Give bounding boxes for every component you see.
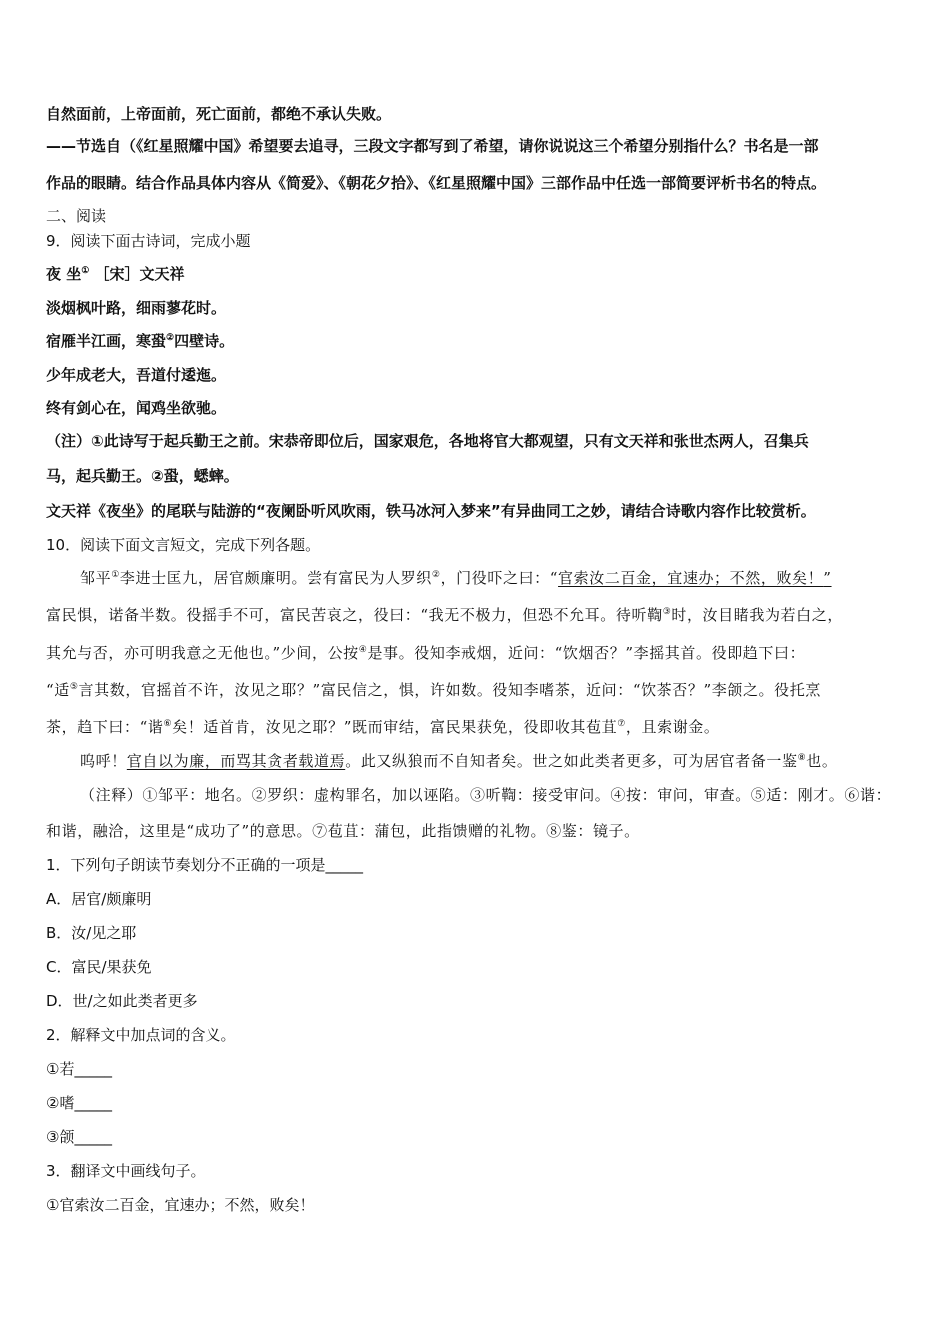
passage-text: 言其数，官摇首不许，汝见之耶？”富民信之，惧，许如数。役知李嗜茶，近问：“饮茶否？”李颌之。役托烹 (78, 681, 821, 699)
underlined-sentence-1: 官索汝二百金，宜速办；不然，败矣！ (558, 569, 824, 587)
q10-prompt: 10．阅读下面文言短文，完成下列各题。 (46, 536, 321, 554)
poem-title (46, 264, 185, 284)
q9-prompt: 9．阅读下面古诗词，完成小题 (46, 232, 251, 250)
passage-text: “适 (46, 681, 70, 699)
option-c: C．富民/果获免 (46, 958, 152, 976)
q9-task: 文天祥《夜坐》的尾联与陆游的“夜阑卧听风吹雨，铁马冰河入梦来”有异曲同工之妙，请结合诗歌内容作比较赏析。 (46, 502, 816, 520)
poem-line-4: 终有剑心在，闻鸡坐欲驰。 (46, 399, 227, 417)
sub2-item-2: ②嗜_____ (46, 1094, 112, 1112)
footnote-mark: ⑥ (163, 719, 173, 729)
passage-text: 茶，趋下曰：“谐 (46, 718, 164, 736)
passage-text: 是事。役知李戒烟，近问：“饮烟否？”李摇其首。役即趋下曰： (367, 644, 806, 662)
poem-line-2 (46, 331, 234, 351)
notes-line-1: （注释）①邹平：地名。②罗织：虚构罪名，加以诬陷。③听鞫：接受审问。④按：审问，审查。⑤适：刚才。⑥谐： (80, 786, 892, 804)
footnote-mark: ④ (358, 645, 368, 655)
underlined-sentence-2: 官自以为廉，而骂其贪者载道焉 (126, 752, 346, 770)
poem-line-2-a: 宿雁半江画，寒蛩 (46, 332, 167, 350)
sub2-stem: 2．解释文中加点词的含义。 (46, 1026, 236, 1044)
passage-line-5 (46, 717, 720, 737)
essay-line-3: 作品的眼睛。结合作品具体内容从《简爱》、《朝花夕拾》、《红星照耀中国》三部作品中任选一部简要评析书名的特点。 (46, 174, 827, 192)
poem-note-1: （注）①此诗写于起兵勤王之前。宋恭帝即位后，国家艰危，各地将官大都观望，只有文天祥和张世杰两人，召集兵 (46, 432, 809, 450)
passage-text: 呜呼！ (80, 752, 127, 770)
passage-text: 时，汝目睹我为若白之， (671, 606, 843, 624)
footnote-mark: ② (431, 570, 441, 580)
option-b: B．汝/见之耶 (46, 924, 137, 942)
poem-title-text: 夜 坐 (46, 265, 82, 283)
passage-text: 。此又纵狼而不自知者矣。世之如此类者更多，可为居官者备一鉴 (345, 752, 798, 770)
poem-line-3: 少年成老大，吾道付逶迤。 (46, 366, 227, 384)
essay-line-2: ——节选自（《红星照耀中国》希望要去追寻，三段文字都写到了希望，请你说说这三个希望分别指什么？书名是一部 (46, 137, 819, 155)
passage-text: 李进士匡九，居官颇廉明。尝有富民为人罗织 (119, 569, 432, 587)
passage-line-4 (46, 680, 821, 700)
passage-line-1 (80, 568, 832, 588)
section-title: 二、阅读 (46, 207, 107, 225)
passage-line-2 (46, 605, 843, 625)
passage-text: 其允与否，亦可明我意之无他也。”少间，公按 (46, 644, 359, 662)
passage-text: ，且索谢金。 (625, 718, 720, 736)
footnote-mark: ③ (662, 607, 672, 617)
passage-line-6 (80, 751, 838, 771)
sub3-stem: 3．翻译文中画线句子。 (46, 1162, 206, 1180)
poem-note-2: 马，起兵勤王。②蛩，蟋蟀。 (46, 467, 239, 485)
essay-line-1: 自然面前，上帝面前，死亡面前，都绝不承认失败。 (46, 105, 392, 123)
sub3-item-1: ①官索汝二百金，宜速办；不然，败矣！ (46, 1196, 315, 1214)
poem-title-note: ① (81, 266, 90, 276)
option-a: A．居官/颇廉明 (46, 890, 152, 908)
passage-text: 矣！适首肯，汝见之耶？”既而审结，富民果获免，役即收其苞苴 (172, 718, 618, 736)
sub2-item-3: ③颌_____ (46, 1128, 112, 1146)
poem-author: ［宋］文天祥 (89, 265, 185, 283)
poem-line-2-b: 四壁诗。 (174, 332, 235, 350)
footnote-mark: ⑤ (69, 682, 79, 692)
passage-text: ” (823, 569, 832, 587)
passage-text: ，门役吓之曰：“ (440, 569, 559, 587)
footnote-mark: ⑧ (797, 753, 807, 763)
poem-line-1: 淡烟枫叶路，细雨蓼花时。 (46, 299, 227, 317)
poem-line-2-note: ② (166, 333, 175, 343)
passage-text: 富民惧，诺备半数。役摇手不可，富民苦哀之，役曰：“我无不极力，但恐不允耳。待听鞫 (46, 606, 663, 624)
passage-text: 邹平 (80, 569, 112, 587)
footnote-mark: ⑦ (617, 719, 626, 729)
footnote-mark: ① (111, 570, 120, 580)
sub2-item-1: ①若_____ (46, 1060, 112, 1078)
notes-line-2: 和谐，融洽，这里是“成功了”的意思。⑦苞苴：蒲包，此指馈赠的礼物。⑧鉴：镜子。 (46, 822, 640, 840)
sub1-stem: 1．下列句子朗读节奏划分不正确的一项是_____ (46, 856, 364, 874)
option-d: D．世/之如此类者更多 (46, 992, 198, 1010)
passage-text: 也。 (806, 752, 838, 770)
passage-line-3 (46, 643, 805, 663)
